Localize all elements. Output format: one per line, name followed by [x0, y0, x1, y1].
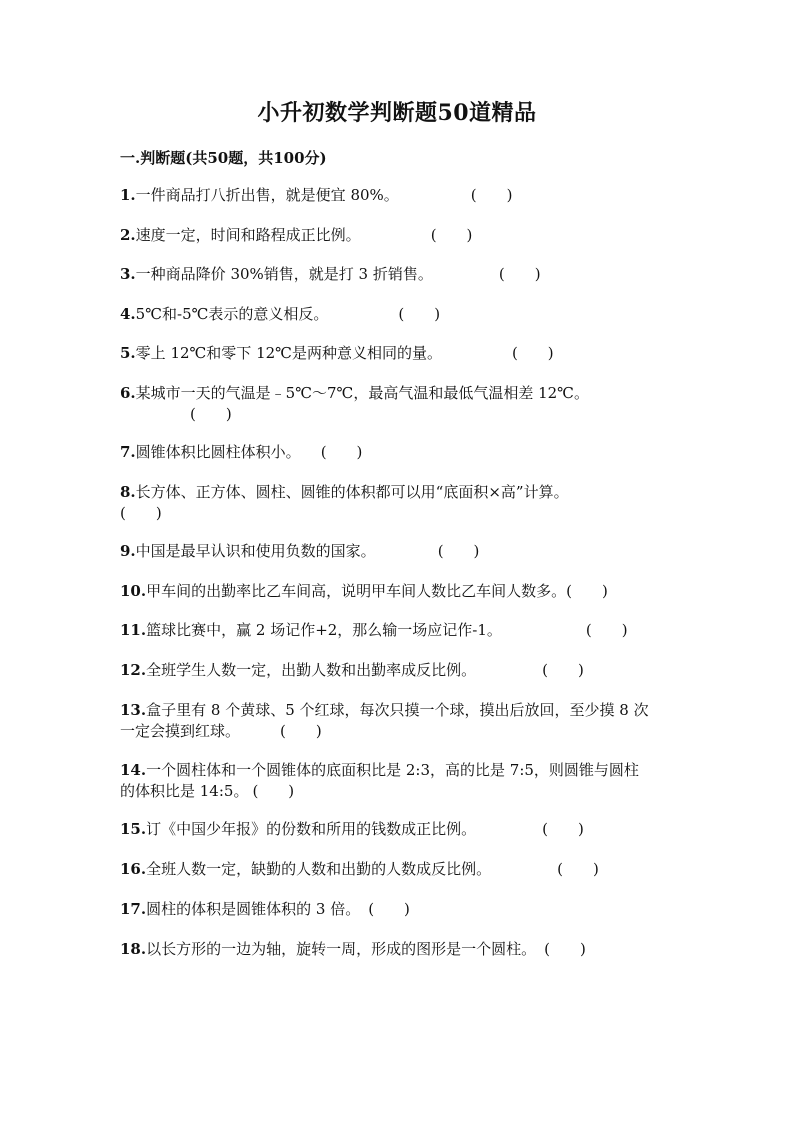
- answer-blank[interactable]: ( ): [120, 504, 162, 522]
- document-title: 小升初数学判断题50道精品: [257, 100, 537, 126]
- question-7: [120, 442, 680, 463]
- question-15: [120, 819, 680, 840]
- question-text: 零上 12℃和零下 12℃是两种意义相同的量。: [135, 344, 442, 362]
- question-text: 中国是最早认识和使用负数的国家。: [135, 542, 376, 560]
- answer-blank[interactable]: ( ): [544, 940, 586, 958]
- question-text: 全班人数一定，缺勤的人数和出勤的人数成反比例。: [146, 860, 492, 878]
- question-number: 15.: [120, 820, 147, 838]
- answer-blank[interactable]: ( ): [252, 782, 295, 800]
- question-16: [120, 859, 680, 880]
- question-text: 一个圆柱体和一个圆锥体的底面积比是 2:3，高的比是 7:5，则圆锥与圆柱: [146, 761, 639, 779]
- question-text: 甲车间的出勤率比乙车间高，说明甲车间人数比乙车间人数多。: [146, 582, 567, 600]
- answer-blank[interactable]: ( ): [566, 582, 608, 600]
- question-text: 某城市一天的气温是﹣5℃～7℃，最高气温和最低气温相差 12℃。: [135, 384, 589, 402]
- question-number: 2.: [120, 226, 136, 244]
- answer-blank[interactable]: ( ): [190, 405, 232, 423]
- question-8: [120, 482, 680, 524]
- answer-blank[interactable]: ( ): [398, 305, 441, 323]
- question-text: 篮球比赛中，赢 2 场记作+2，那么输一场应记作-1。: [146, 621, 502, 639]
- question-text: 一件商品打八折出售，就是便宜 80%。: [135, 186, 399, 204]
- question-number: 3.: [120, 265, 136, 283]
- question-number: 4.: [120, 305, 136, 323]
- question-text: 订《中国少年报》的份数和所用的钱数成正比例。: [146, 820, 477, 838]
- question-number: 10.: [120, 582, 147, 600]
- question-14: [120, 760, 680, 802]
- question-text: 盒子里有 8 个黄球、5 个红球，每次只摸一个球，摸出后放回，至少摸 8 次: [146, 701, 649, 719]
- question-number: 7.: [120, 443, 136, 461]
- answer-blank[interactable]: ( ): [470, 186, 513, 204]
- question-text: 圆柱的体积是圆锥体积的 3 倍。: [146, 900, 361, 918]
- question-text: 长方体、正方体、圆柱、圆锥的体积都可以用“底面积×高”计算。: [135, 483, 569, 501]
- answer-blank[interactable]: ( ): [542, 820, 584, 838]
- question-number: 9.: [120, 542, 136, 560]
- question-number: 5.: [120, 344, 136, 362]
- section-heading: 一.判断题(共50题，共100分): [120, 149, 327, 167]
- question-5: [120, 343, 680, 364]
- question-number: 8.: [120, 483, 136, 501]
- question-text: 一种商品降价 30%销售，就是打 3 折销售。: [135, 265, 433, 283]
- question-2: [120, 225, 680, 246]
- question-number: 17.: [120, 900, 147, 918]
- question-text-continued: 一定会摸到红球。: [120, 722, 241, 740]
- question-3: [120, 264, 680, 285]
- question-13: [120, 700, 680, 742]
- answer-blank[interactable]: ( ): [542, 661, 584, 679]
- question-18: [120, 939, 680, 960]
- question-9: [120, 541, 680, 562]
- question-6: [120, 383, 680, 425]
- answer-blank[interactable]: ( ): [320, 443, 363, 461]
- question-number: 18.: [120, 940, 147, 958]
- question-number: 13.: [120, 701, 147, 719]
- answer-blank[interactable]: ( ): [368, 900, 410, 918]
- question-text: 全班学生人数一定，出勤人数和出勤率成反比例。: [146, 661, 477, 679]
- answer-blank[interactable]: ( ): [498, 265, 541, 283]
- answer-blank[interactable]: ( ): [437, 542, 480, 560]
- question-4: [120, 304, 680, 325]
- answer-blank[interactable]: ( ): [585, 621, 628, 639]
- question-number: 1.: [120, 186, 136, 204]
- question-text: 速度一定，时间和路程成正比例。: [135, 226, 361, 244]
- question-number: 11.: [120, 621, 147, 639]
- question-1: [120, 185, 680, 206]
- answer-blank[interactable]: ( ): [511, 344, 554, 362]
- question-number: 6.: [120, 384, 136, 402]
- question-text: 5℃和-5℃表示的意义相反。: [135, 305, 329, 323]
- question-number: 14.: [120, 761, 147, 779]
- question-17: [120, 899, 680, 920]
- question-12: [120, 660, 680, 681]
- question-number: 16.: [120, 860, 147, 878]
- answer-blank[interactable]: ( ): [430, 226, 473, 244]
- answer-blank[interactable]: ( ): [557, 860, 599, 878]
- question-text: 圆锥体积比圆柱体积小。: [135, 443, 301, 461]
- answer-blank[interactable]: ( ): [280, 722, 322, 740]
- question-text: 以长方形的一边为轴，旋转一周，形成的图形是一个圆柱。: [146, 940, 537, 958]
- question-11: [120, 620, 680, 641]
- question-text-continued: 的体积比是 14:5。: [120, 782, 249, 800]
- question-10: [120, 581, 680, 602]
- question-number: 12.: [120, 661, 147, 679]
